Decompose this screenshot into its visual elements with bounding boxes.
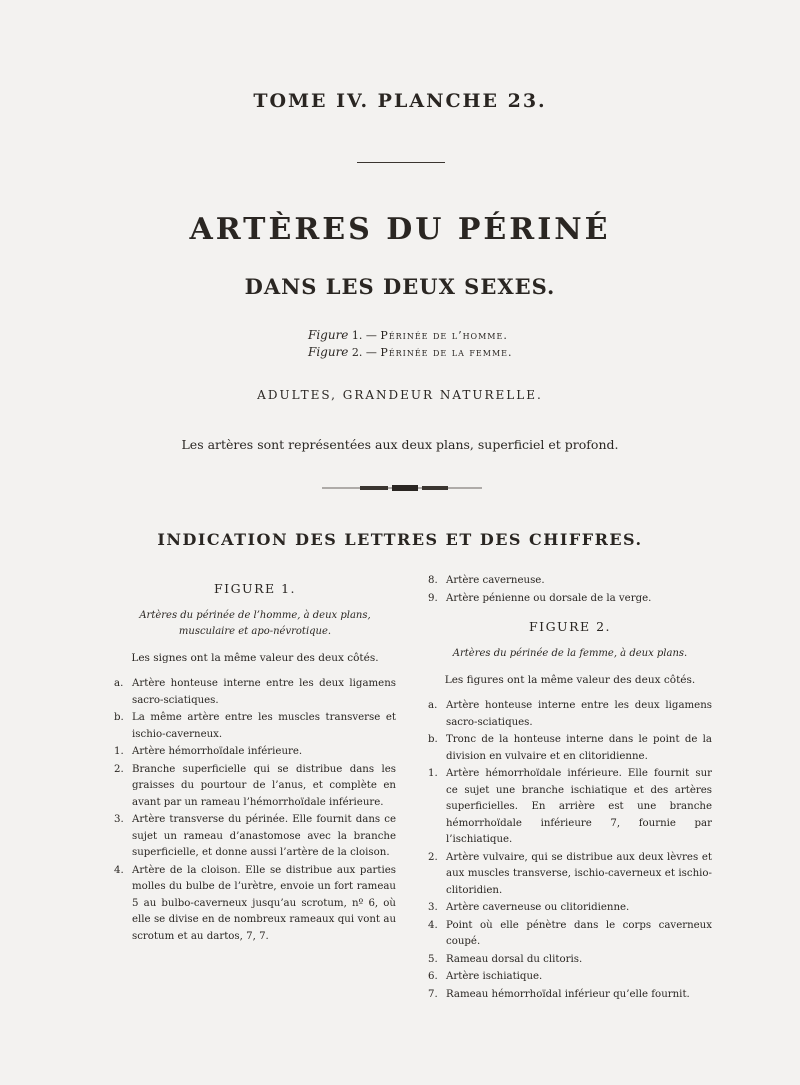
item-key: 3.: [114, 814, 124, 825]
item-key: b.: [114, 712, 124, 723]
item-text: La même artère entre les muscles transverse et ischio-caverneux.: [132, 712, 396, 740]
item-key: 2.: [428, 851, 438, 863]
item-text: Artère hémorrhoïdale inférieure.: [132, 746, 303, 757]
figure-number: 2. —: [351, 346, 377, 359]
list-item: [114, 863, 396, 946]
list-item: [428, 591, 712, 608]
list-item: [428, 850, 712, 900]
list-item: [114, 744, 396, 761]
list-item: [114, 812, 396, 862]
figure-caption-1: [308, 328, 508, 342]
figure-description: Périnée de l’homme.: [380, 329, 508, 342]
item-text: Artère transverse du périnée. Elle fournit dans ce sujet un rameau d’anastomose avec la branche superficielle, et donne aussi l’artère de la cloison.: [132, 814, 396, 858]
item-text: Rameau dorsal du clitoris.: [446, 953, 583, 965]
item-text: Artère ischiatique.: [446, 971, 543, 982]
item-text: Artère honteuse interne entre les deux ligamens sacro-sciatiques.: [132, 678, 396, 706]
item-text: Branche superficielle qui se distribue dans les graisses du pourtour de l’anus, et complète en avant par un rameau l’hémorrhoïdale inférieure.: [132, 763, 396, 808]
item-key: a.: [114, 678, 124, 689]
item-text: Point où elle pénètre dans le corps caverneux coupé.: [446, 919, 712, 947]
figure-label: Figure: [308, 345, 349, 359]
item-key: b.: [428, 734, 438, 745]
list-item: [428, 969, 712, 986]
item-text: Tronc de la honteuse interne dans le point de la division en vulvaire et en clitoridienne.: [446, 734, 712, 762]
ornament-divider-icon: [322, 483, 482, 493]
item-key: 8.: [428, 575, 438, 586]
list-item: [428, 766, 712, 849]
item-key: 4.: [428, 919, 438, 931]
item-text: Artère hémorrhoïdale inférieure. Elle fournit sur ce sujet une branche ischiatique et des artères superficielles. En arrière est une branche hémorrhoïdale inférieure 7, fournie par l’ischiatique.: [446, 768, 712, 845]
figure-1-heading: FIGURE 1.: [213, 581, 297, 596]
figure-description: Périnée de la femme.: [380, 346, 513, 359]
item-key: 9.: [428, 592, 438, 604]
item-key: a.: [428, 700, 438, 711]
figure-1-description: Artères du périnée de l’homme, à deux plans, musculaire et apo-névrotique.: [139, 609, 371, 637]
list-item: [114, 710, 396, 743]
list-item: [114, 676, 396, 709]
list-item: [114, 762, 396, 812]
figure-2-note: Les figures ont la même valeur des deux côtés.: [444, 673, 696, 686]
figure-2-heading: FIGURE 2.: [528, 619, 612, 634]
list-item: [428, 987, 712, 1004]
arteres-line: Les artères sont représentées aux deux plans, superficiel et profond.: [181, 437, 619, 452]
list-item: [428, 900, 712, 917]
item-text: Artère caverneuse.: [446, 575, 545, 586]
right-column: [428, 573, 712, 1003]
figure-1-note: Les signes ont la même valeur des deux côtés.: [131, 651, 379, 664]
left-column: [114, 577, 396, 945]
divider-rule: [357, 162, 445, 163]
item-text: Rameau hémorrhoïdal inférieur qu’elle fournit.: [446, 988, 690, 1000]
page-subtitle: DANS LES DEUX SEXES.: [244, 274, 556, 299]
item-key: 6.: [428, 971, 438, 982]
figure-number: 1. —: [351, 329, 377, 342]
item-text: Artère de la cloison. Elle se distribue aux parties molles du bulbe de l’urètre, envoie un fort rameau 5 au bulbo-caverneux jusqu’au scrotum, nº 6, où elle se divise en de nombreux rameaux qui vont au scrotum et au dartos, 7, 7.: [132, 864, 396, 942]
list-item: [428, 573, 712, 590]
adultes-line: ADULTES, GRANDEUR NATURELLE.: [257, 388, 543, 402]
figure-2-description: Artères du périnée de la femme, à deux plans.: [452, 647, 688, 659]
item-key: 4.: [114, 864, 124, 876]
item-text: Artère caverneuse ou clitoridienne.: [446, 902, 630, 913]
tome-plate-heading: TOME IV. PLANCHE 23.: [253, 90, 547, 112]
item-text: Artère pénienne ou dorsale de la verge.: [446, 592, 652, 604]
list-item: [428, 732, 712, 765]
item-text: Artère vulvaire, qui se distribue aux deux lèvres et aux muscles transverse, ischio-caverneux et ischio-clitoridien.: [446, 851, 712, 896]
figure-label: Figure: [308, 328, 349, 342]
list-item: [428, 698, 712, 731]
item-key: 7.: [428, 988, 438, 1000]
list-item: [428, 918, 712, 951]
item-text: Artère honteuse interne entre les deux ligamens sacro-sciatiques.: [446, 700, 712, 728]
item-key: 1.: [428, 768, 438, 779]
page-title: ARTÈRES DU PÉRINÉ: [189, 212, 611, 247]
item-key: 1.: [114, 746, 124, 757]
indication-heading: INDICATION DES LETTRES ET DES CHIFFRES.: [157, 530, 643, 549]
item-key: 5.: [428, 953, 438, 965]
figure-caption-2: [308, 345, 512, 359]
list-item: [428, 952, 712, 969]
item-key: 3.: [428, 902, 438, 913]
item-key: 2.: [114, 763, 124, 775]
